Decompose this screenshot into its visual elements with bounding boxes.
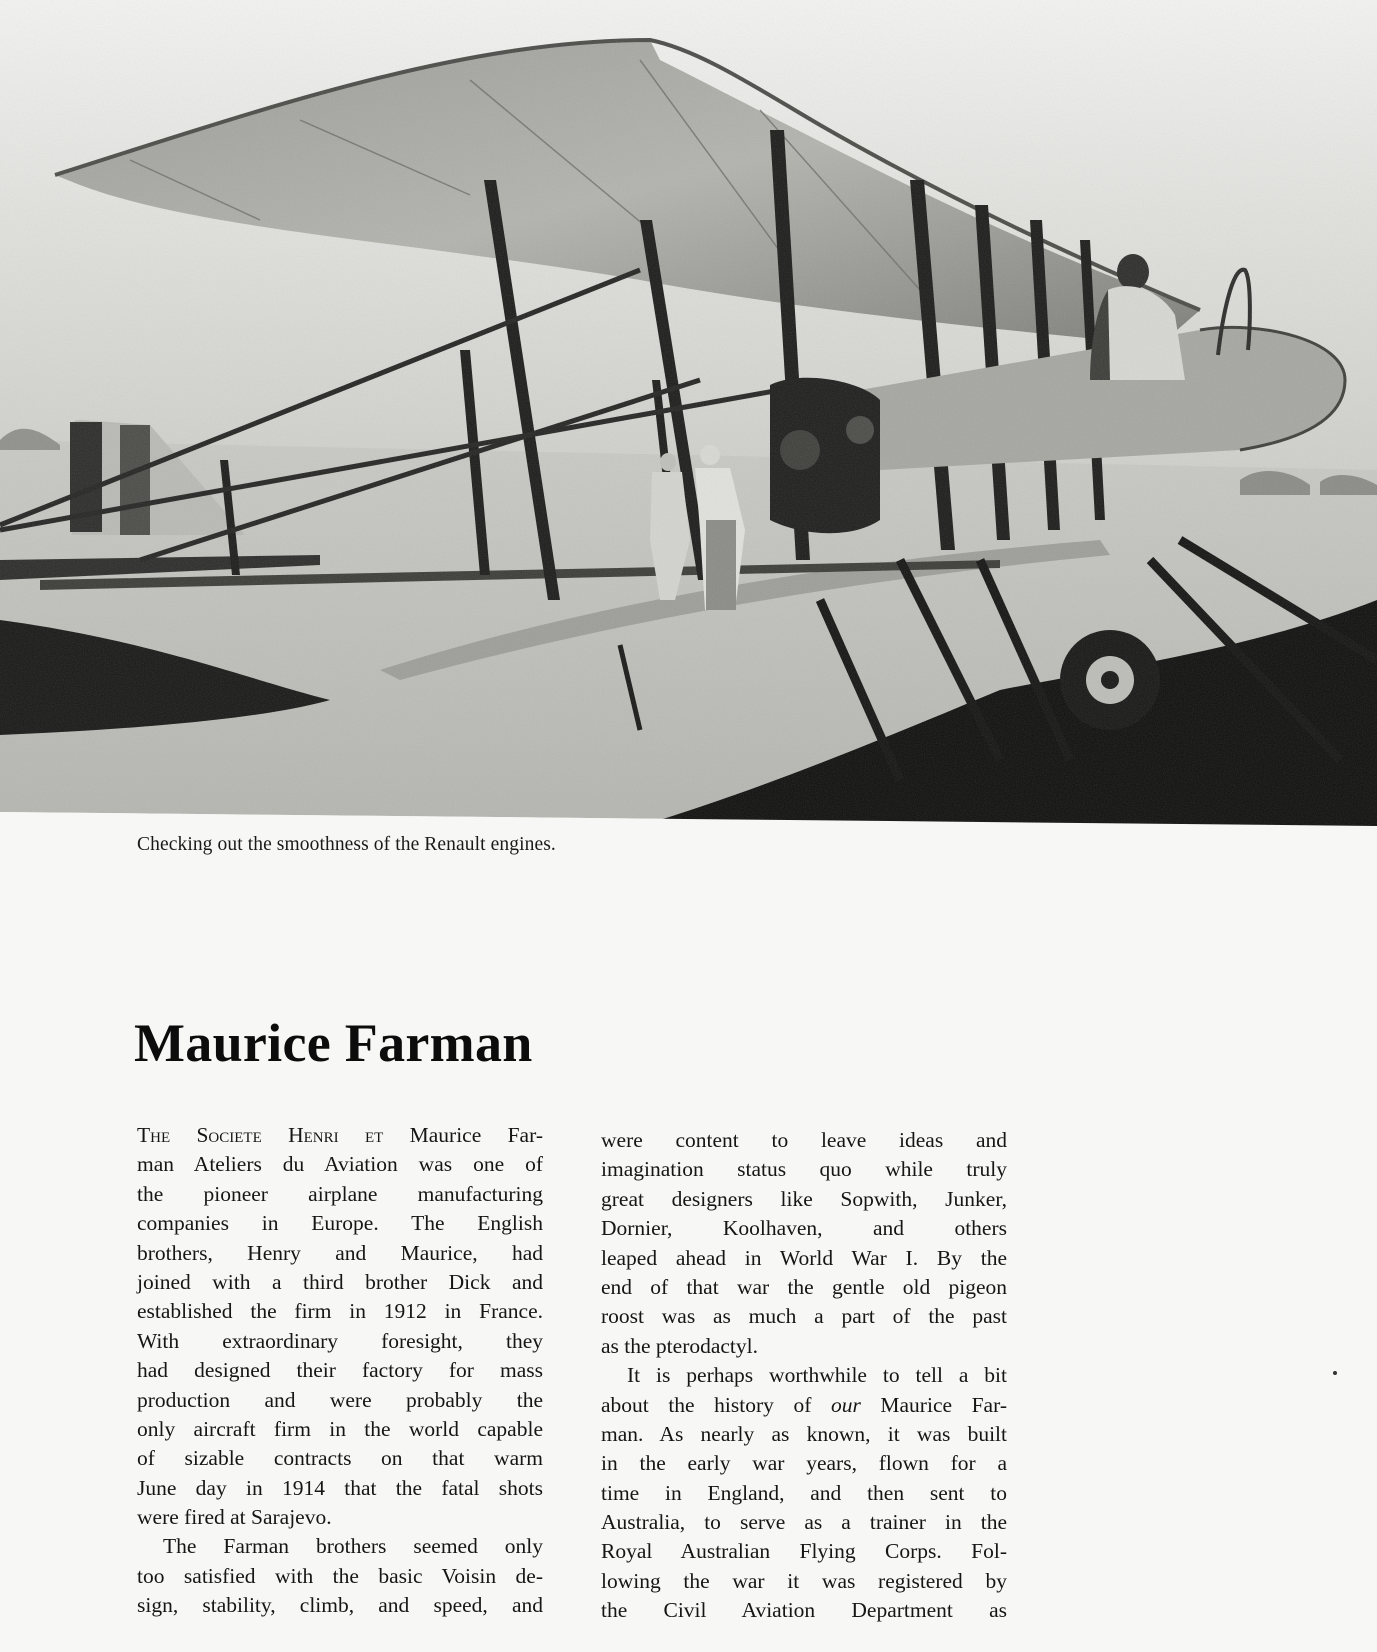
text-line: roost was as much a part of the past: [601, 1304, 1007, 1329]
text-line: as the pterodactyl.: [601, 1333, 759, 1358]
text-line: Dornier, Koolhaven, and others: [601, 1216, 1007, 1241]
text-line: the pioneer airplane manufacturing: [137, 1181, 543, 1206]
text-line: It is perhaps worthwhile to tell a bit: [627, 1363, 1007, 1388]
text-line: companies in Europe. The English: [137, 1211, 543, 1236]
photo-caption: Checking out the smoothness of the Renault engines.: [137, 834, 556, 855]
print-speck: [1333, 1371, 1337, 1375]
article-column-right: [601, 1126, 1007, 1626]
article-title: Maurice Farman: [134, 1013, 533, 1073]
text-line: too satisfied with the basic Voisin de-: [137, 1563, 543, 1588]
text-line: sign, stability, climb, and speed, and: [137, 1593, 543, 1618]
text-line: only aircraft firm in the world capable: [137, 1416, 543, 1441]
text-line: joined with a third brother Dick and: [137, 1269, 543, 1294]
text-line: were fired at Sarajevo.: [137, 1505, 332, 1530]
text-line: imagination status quo while truly: [601, 1157, 1007, 1182]
emphasis-our: our: [830, 1392, 861, 1417]
text-line: The Farman brothers seemed only: [163, 1534, 543, 1559]
text-line: in the early war years, flown for a: [601, 1451, 1007, 1476]
lead-in-smallcaps: The Societe Henri et: [137, 1123, 384, 1147]
text-line: time in England, and then sent to: [601, 1480, 1007, 1505]
text-line: brothers, Henry and Maurice, had: [137, 1240, 543, 1265]
article-column-left: [137, 1121, 543, 1621]
text-line: great designers like Sopwith, Junker,: [601, 1186, 1007, 1211]
text-line: Australia, to serve as a trainer in the: [601, 1510, 1007, 1535]
text-line: established the firm in 1912 in France.: [137, 1299, 543, 1324]
text-line: leaped ahead in World War I. By the: [601, 1245, 1007, 1270]
text-line: about the history of our Maurice Far-: [601, 1392, 1007, 1417]
text-line: lowing the war it was registered by: [601, 1568, 1007, 1593]
text-line: The Societe Henri et Maurice Far-: [137, 1123, 543, 1147]
text-line: Royal Australian Flying Corps. Fol-: [601, 1539, 1007, 1564]
text-line: of sizable contracts on that warm: [137, 1446, 543, 1471]
text-line: With extraordinary foresight, they: [137, 1328, 543, 1353]
text-line: production and were probably the: [137, 1387, 543, 1412]
text-line: man. As nearly as known, it was built: [601, 1421, 1007, 1446]
text-line: were content to leave ideas and: [601, 1128, 1007, 1152]
text-line: June day in 1914 that the fatal shots: [137, 1475, 543, 1500]
text-line: end of that war the gentle old pigeon: [601, 1274, 1007, 1299]
text-line: man Ateliers du Aviation was one of: [137, 1152, 543, 1177]
text-line: the Civil Aviation Department as: [601, 1598, 1007, 1623]
text-line: had designed their factory for mass: [137, 1358, 543, 1383]
